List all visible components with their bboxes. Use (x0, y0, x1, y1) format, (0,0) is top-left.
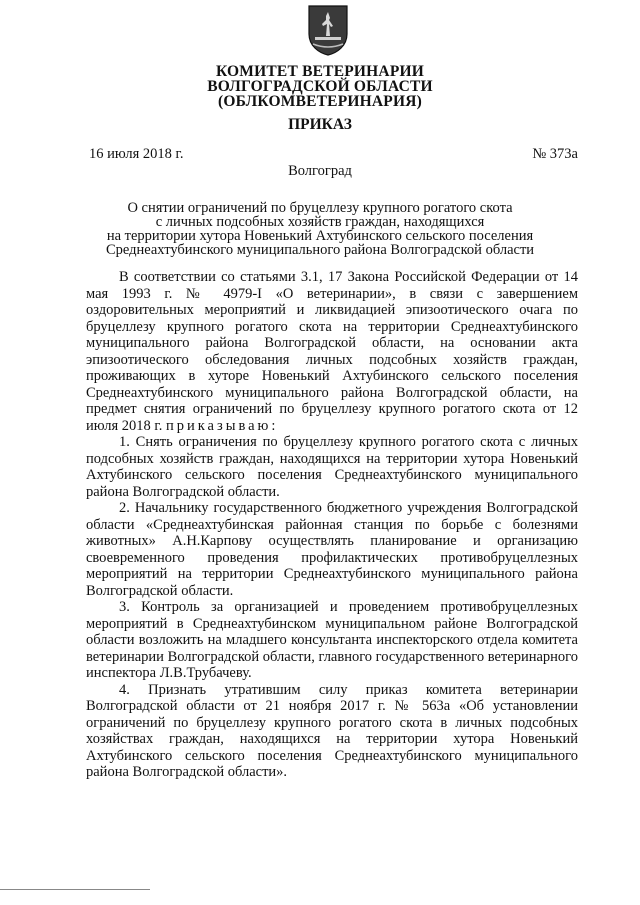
subject-line-2: с личных подсобных хозяйств граждан, находящихся (155, 214, 485, 230)
order-date: 16 июля 2018 г. (89, 146, 184, 162)
subject-line-3: на территории хутора Новенький Ахтубинского сельского поселения (106, 228, 534, 244)
subject-line-1: О снятии ограничений по бруцеллезу крупного рогатого скота (127, 200, 513, 216)
order-number: № 373а (532, 146, 578, 162)
preamble-paragraph (86, 269, 578, 434)
header-line-2: ВОЛГОГРАДСКОЙ ОБЛАСТИ (207, 78, 433, 95)
coat-of-arms-icon (307, 4, 349, 56)
header-line-1: КОМИТЕТ ВЕТЕРИНАРИИ (216, 63, 424, 80)
order-item-2: 2. Начальнику государственного бюджетного учреждения Волгоградской области «Среднеахтубинская районная станция по борьбе с болезнями животных» А.Н.Карпову осуществлять планирование и организацию своевременного проведения профилактических противобруцеллезных мероприятий на территории Среднеахтубинского муниципального района Волгоградской области. (86, 500, 578, 599)
order-body (86, 269, 578, 781)
subject-line-4: Среднеахтубинского муниципального района Волгоградской области (105, 242, 535, 258)
footer-divider (0, 889, 150, 890)
order-item-3: 3. Контроль за организацией и проведением противобруцеллезных мероприятий в Среднеахтубинском муниципальном районе Волгоградской области возложить на младшего консультанта инспекторского отдела комитета ветеринарии Волгоградской области, главного государственного ветеринарного инспектора Л.В.Трубачеву. (86, 599, 578, 681)
preamble-text: В соответствии со статьями 3.1, 17 Закона Российской Федерации от 14 мая 1993 г. № 4979-I «О ветеринарии», в связи с завершением оздоровительных мероприятий и ликвидацией эпизоотического очага по бруцеллезу крупного рогатого скота на территории Среднеахтубинского муниципального района Волгоградской области, на основании акта эпизоотического обследования личных подсобных хозяйств граждан, проживающих в хуторе Новенький Ахтубинского сельского поселения Среднеахтубинского муниципального района Волгоградской области, на предмет снятия ограничений по бруцеллезу крупного рогатого скота от 12 июля 2018 г. (86, 269, 578, 434)
committee-header (0, 64, 640, 109)
order-city: Волгоград (288, 163, 352, 179)
order-item-4: 4. Признать утратившим силу приказ комитета ветеринарии Волгоградской области от 21 ноября 2017 г. № 563а «Об установлении ограничений по бруцеллезу крупного рогатого скота в личных подсобных хозяйствах граждан, находящихся на территории хутора Новенький Ахтубинского сельского поселения Среднеахтубинского муниципального района Волгоградской области». (86, 681, 578, 780)
orders-word: приказываю: (165, 417, 279, 434)
header-line-3: (ОБЛКОМВЕТЕРИНАРИЯ) (218, 93, 422, 110)
order-subject (0, 201, 640, 257)
order-item-1: 1. Снять ограничения по бруцеллезу крупного рогатого скота с личных подсобных хозяйств граждан, находящихся на территории хутора Новенький Ахтубинского сельского поселения Среднеахтубинского муниципального района Волгоградской области. (86, 434, 578, 500)
order-title: ПРИКАЗ (288, 116, 352, 133)
